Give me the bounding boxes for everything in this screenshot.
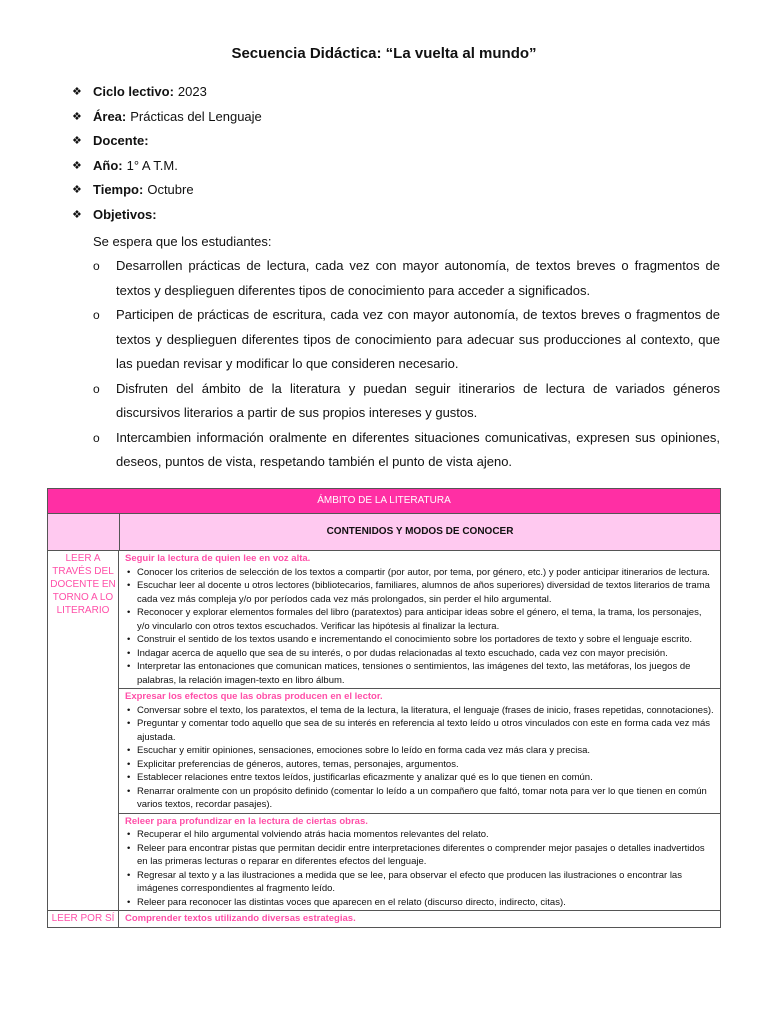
diamond-bullet-icon: ❖ <box>72 110 82 123</box>
section-title: Seguir la lectura de quien lee en voz alta. <box>125 553 311 564</box>
list-item <box>125 758 714 772</box>
info-label: Objetivos: <box>93 206 157 222</box>
dot-bullet-icon: • <box>127 842 131 854</box>
dot-bullet-icon: • <box>127 772 131 783</box>
dot-bullet-icon: • <box>127 829 131 840</box>
dot-bullet-icon: • <box>127 607 131 618</box>
diamond-bullet-icon: ❖ <box>72 135 82 148</box>
circle-bullet-icon: o <box>93 259 100 273</box>
list-item <box>125 717 714 744</box>
table-row <box>48 911 720 927</box>
objectives-intro: Se espera que los estudiantes: <box>93 234 272 249</box>
info-value: Prácticas del Lenguaje <box>130 108 262 124</box>
dot-bullet-icon: • <box>127 580 131 591</box>
info-value: 1° A T.M. <box>126 157 178 173</box>
section-title: Expresar los efectos que las obras producen en el lector. <box>125 691 383 702</box>
list-item-text: Releer para encontrar pistas que permitan decidir entre interpretaciones diferentes o comprender mejor pasajes o detalles inadvertidos en las primeras lecturas o reparar en diferentes efectos del lenguaje. <box>137 842 705 867</box>
objective-item <box>93 426 720 475</box>
objective-item <box>93 254 720 303</box>
table-subheader: CONTENIDOS Y MODOS DE CONOCER <box>120 514 720 550</box>
list-item-text: Escuchar leer al docente u otros lectores (bibliotecarios, familiares, alumnos de años superiores) diversidad de textos literarios de trama cada vez más compleja y/o por períodos cada vez más prolongados, sin perder el hilo argumental. <box>137 580 710 605</box>
dot-bullet-icon: • <box>127 896 131 908</box>
list-item-text: Regresar al texto y a las ilustraciones a medida que se lee, para observar el efecto que producen las ilustraciones o encontrar las imágenes correspondientes al fragmento leído. <box>137 869 682 894</box>
page-title: Secuencia Didáctica: “La vuelta al mundo” <box>231 45 537 62</box>
objective-item <box>93 377 720 426</box>
table-row <box>48 551 720 911</box>
dot-bullet-icon: • <box>127 647 131 659</box>
content-section <box>119 814 720 911</box>
info-item-tiempo <box>72 180 732 205</box>
list-item-text: Escuchar y emitir opiniones, sensaciones, emociones sobre lo leído en forma cada vez más clara y precisa. <box>137 745 591 756</box>
objective-text: Intercambien información oralmente en diferentes situaciones comunicativas, expresen sus opiniones, deseos, puntos de vista, respetando también el punto de vista ajeno. <box>116 429 720 469</box>
section-title: Releer para profundizar en la lectura de ciertas obras. <box>125 815 368 827</box>
dot-bullet-icon: • <box>127 869 131 881</box>
list-item <box>125 771 714 785</box>
objectives-list <box>93 254 720 475</box>
list-item <box>125 785 714 812</box>
objective-text: Participen de prácticas de escritura, cada vez con mayor autonomía, de textos breves o fragmentos de textos y desplieguen diferentes tipos de conocimiento para adecuar sus producciones al contexto, que las puedan revisar y modificar lo que consideren necesario. <box>116 307 720 371</box>
list-item <box>125 828 714 842</box>
info-label: Docente: <box>93 133 149 149</box>
list-item <box>125 704 714 718</box>
info-item-objetivos <box>72 205 732 230</box>
dot-bullet-icon: • <box>127 566 131 578</box>
content-table <box>47 488 721 928</box>
list-item <box>125 566 714 580</box>
info-list <box>72 82 732 230</box>
list-item <box>125 579 714 606</box>
objective-text: Desarrollen prácticas de lectura, cada vez con mayor autonomía, de textos breves o fragmentos de textos y desplieguen diferentes tipos de conocimiento para acceder a significados. <box>116 258 720 298</box>
list-item <box>125 869 714 896</box>
section-list <box>125 704 714 812</box>
objective-item <box>93 303 720 377</box>
diamond-bullet-icon: ❖ <box>72 184 82 197</box>
row-category-label: LEER A TRAVÉS DEL DOCENTE EN TORNO A LO LITERARIO <box>48 551 119 910</box>
list-item-text: Indagar acerca de aquello que sea de su interés, o por dudas relacionadas al texto escuchado, cada vez con mayor precisión. <box>137 647 668 659</box>
section-title: Comprender textos utilizando diversas estrategias. <box>125 913 356 924</box>
dot-bullet-icon: • <box>127 745 131 756</box>
table-subheader-row <box>48 514 720 551</box>
list-item-text: Recuperar el hilo argumental volviendo atrás hacia momentos relevantes del relato. <box>137 829 489 840</box>
list-item-text: Renarrar oralmente con un propósito definido (comentar lo leído a un compañero que faltó, tomar nota para ver lo que tienen en común varios textos, recordar pasajes). <box>137 785 707 810</box>
list-item-text: Construir el sentido de los textos usando e incrementando el conocimiento sobre los portadores de texto y sobre el lenguaje escrito. <box>137 634 693 645</box>
row-content-cell <box>119 551 720 910</box>
list-item <box>125 633 714 647</box>
dot-bullet-icon: • <box>127 634 131 645</box>
list-item-text: Preguntar y comentar todo aquello que sea de su interés en referencia al texto leído u otros vinculados con este en forma cada vez más ajustada. <box>137 718 710 743</box>
circle-bullet-icon: o <box>93 381 100 396</box>
list-item <box>125 744 714 758</box>
list-item-text: Releer para reconocer las distintas voces que aparecen en el relato (discurso directo, indirecto, citas). <box>137 896 566 908</box>
diamond-bullet-icon: ❖ <box>72 86 82 98</box>
list-item <box>125 896 714 910</box>
info-item-ciclo <box>72 82 732 107</box>
content-section <box>119 911 720 927</box>
content-section <box>119 689 720 814</box>
row-content-cell <box>119 911 720 927</box>
dot-bullet-icon: • <box>127 785 131 797</box>
table-body <box>48 551 720 927</box>
info-item-ano <box>72 156 732 181</box>
list-item-text: Reconocer y explorar elementos formales del libro (paratextos) para anticipar ideas sobre el género, el tema, la trama, los personajes, y/o vincularlo con otros textos escuchados. Verificar las hipótesis al finalizar la lectura. <box>137 607 702 632</box>
list-item-text: Interpretar las entonaciones que comunican matices, tensiones o sentimientos, las imágenes del texto, las metáforas, los juegos de palabras, la relación imagen-texto en libro álbum. <box>137 661 691 686</box>
row-category-label: LEER POR SÍ <box>48 911 119 927</box>
list-item-text: Conversar sobre el texto, los paratextos, el tema de la lectura, la literatura, el lenguaje (frases de inicio, frases repetidas, connotaciones). <box>137 704 714 716</box>
info-label: Año: <box>93 157 123 173</box>
dot-bullet-icon: • <box>127 758 131 770</box>
list-item-text: Explicitar preferencias de géneros, autores, temas, personajes, argumentos. <box>137 758 459 770</box>
info-label: Tiempo: <box>93 182 144 198</box>
list-item-text: Conocer los criterios de selección de los textos a compartir (por autor, por tema, por género, etc.) y poder anticipar itinerarios de lectura. <box>137 566 710 578</box>
dot-bullet-icon: • <box>127 704 131 716</box>
content-section <box>119 551 720 689</box>
table-subheader-empty-cell <box>48 514 120 550</box>
diamond-bullet-icon: ❖ <box>72 159 82 172</box>
info-value: Octubre <box>147 182 194 198</box>
info-item-docente <box>72 131 732 156</box>
objective-text: Disfruten del ámbito de la literatura y puedan seguir itinerarios de lectura de variados géneros discursivos literarios a partir de sus propios intereses y gustos. <box>116 380 720 420</box>
info-value: 2023 <box>177 84 207 99</box>
list-item <box>125 606 714 633</box>
diamond-bullet-icon: ❖ <box>72 208 82 221</box>
list-item <box>125 647 714 661</box>
section-list <box>125 828 714 909</box>
info-label: Ciclo lectivo: <box>93 84 174 99</box>
table-header: ÁMBITO DE LA LITERATURA <box>48 489 720 514</box>
circle-bullet-icon: o <box>93 308 100 322</box>
dot-bullet-icon: • <box>127 661 131 672</box>
list-item <box>125 842 714 869</box>
info-item-area <box>72 107 732 132</box>
circle-bullet-icon: o <box>93 430 100 445</box>
info-label: Área: <box>93 108 127 124</box>
list-item-text: Establecer relaciones entre textos leídos, justificarlas eficazmente y analizar qué es lo que tienen en común. <box>137 772 593 783</box>
dot-bullet-icon: • <box>127 718 131 729</box>
list-item <box>125 660 714 687</box>
section-list <box>125 566 714 688</box>
